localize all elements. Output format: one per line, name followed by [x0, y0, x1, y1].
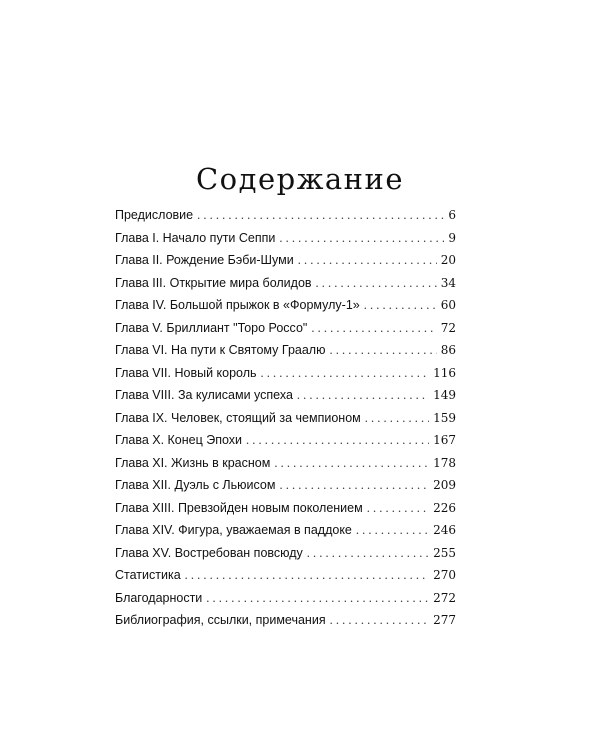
toc-entry — [115, 321, 456, 344]
toc-entry-page-number: 246 — [433, 523, 456, 537]
toc-entry — [115, 456, 456, 479]
toc-entry-title: Глава XI. Жизнь в красном — [115, 455, 271, 470]
toc-entry — [115, 366, 456, 389]
toc-entry-page-number: 116 — [433, 365, 456, 380]
toc-entry-page-number: 255 — [433, 545, 456, 560]
toc-entry-page-number: 159 — [433, 410, 456, 425]
toc-entry-title: Глава X. Конец Эпохи — [115, 433, 243, 447]
toc-entry-page-number: 149 — [433, 388, 456, 402]
toc-entry-page-number: 34 — [440, 275, 456, 290]
table-of-contents — [115, 208, 456, 636]
toc-entry — [115, 208, 456, 231]
dot-leader — [365, 411, 429, 426]
toc-entry-title: Глава II. Рождение Бэби-Шуми — [115, 253, 294, 267]
toc-entry — [115, 411, 456, 434]
toc-entry-page-number: 226 — [433, 500, 456, 515]
toc-entry-page-number: 209 — [433, 478, 456, 492]
toc-entry-title: Глава IV. Большой прыжок в «Формулу-1» — [115, 298, 360, 312]
toc-entry-page-number: 86 — [440, 343, 456, 357]
toc-entry — [115, 523, 456, 546]
toc-entry-title: Статистика — [115, 568, 181, 582]
toc-entry-page-number: 277 — [433, 613, 456, 627]
toc-entry-title: Глава XIV. Фигура, уважаемая в паддоке — [115, 523, 352, 537]
toc-entry — [115, 613, 456, 636]
toc-entry — [115, 591, 456, 614]
toc-entry-page-number: 178 — [433, 455, 456, 470]
dot-leader — [330, 613, 430, 628]
toc-entry-page-number: 72 — [440, 320, 456, 335]
toc-entry-title: Благодарности — [115, 590, 203, 605]
toc-entry-page-number: 167 — [433, 433, 456, 447]
toc-entry-title: Глава VIII. За кулисами успеха — [115, 388, 293, 402]
dot-leader — [307, 546, 429, 561]
dot-leader — [279, 231, 444, 246]
dot-leader — [246, 433, 429, 448]
toc-entry-title: Глава VI. На пути к Святому Граалю — [115, 343, 326, 357]
toc-entry — [115, 253, 456, 276]
dot-leader — [274, 456, 429, 471]
dot-leader — [279, 478, 429, 493]
toc-entry — [115, 568, 456, 591]
dot-leader — [261, 366, 430, 381]
toc-entry-page-number: 9 — [448, 230, 456, 245]
toc-entry — [115, 276, 456, 299]
toc-entry-title: Предисловие — [115, 208, 194, 222]
dot-leader — [329, 343, 436, 358]
toc-entry — [115, 298, 456, 321]
dot-leader — [316, 276, 437, 291]
toc-entry-title: Глава XV. Востребован повсюду — [115, 545, 303, 560]
dot-leader — [298, 253, 437, 268]
toc-entry-title: Библиография, ссылки, примечания — [115, 613, 326, 627]
toc-entry — [115, 478, 456, 501]
toc-entry-title: Глава V. Бриллиант "Торо Россо" — [115, 320, 308, 335]
toc-entry — [115, 546, 456, 569]
toc-entry-page-number: 272 — [433, 590, 456, 605]
toc-entry-title: Глава VII. Новый король — [115, 365, 257, 380]
toc-entry — [115, 433, 456, 456]
toc-entry-title: Глава XIII. Превзойден новым поколением — [115, 500, 363, 515]
toc-entry-title: Глава XII. Дуэль с Льюисом — [115, 478, 276, 492]
toc-entry-page-number: 20 — [440, 253, 456, 267]
toc-entry-title: Глава III. Открытие мира болидов — [115, 275, 312, 290]
toc-entry — [115, 388, 456, 411]
toc-entry-title: Глава I. Начало пути Сеппи — [115, 230, 276, 245]
dot-leader — [364, 298, 437, 313]
dot-leader — [356, 523, 429, 538]
toc-entry-page-number: 270 — [433, 568, 456, 582]
dot-leader — [206, 591, 429, 606]
page-title: Содержание — [195, 162, 405, 196]
toc-entry — [115, 231, 456, 254]
toc-entry-title: Глава IX. Человек, стоящий за чемпионом — [115, 410, 361, 425]
toc-entry — [115, 343, 456, 366]
dot-leader — [311, 321, 436, 336]
toc-entry — [115, 501, 456, 524]
toc-entry-page-number: 60 — [440, 298, 456, 312]
dot-leader — [185, 568, 429, 583]
dot-leader — [367, 501, 429, 516]
dot-leader — [297, 388, 429, 403]
dot-leader — [197, 208, 444, 223]
toc-entry-page-number: 6 — [448, 208, 456, 222]
